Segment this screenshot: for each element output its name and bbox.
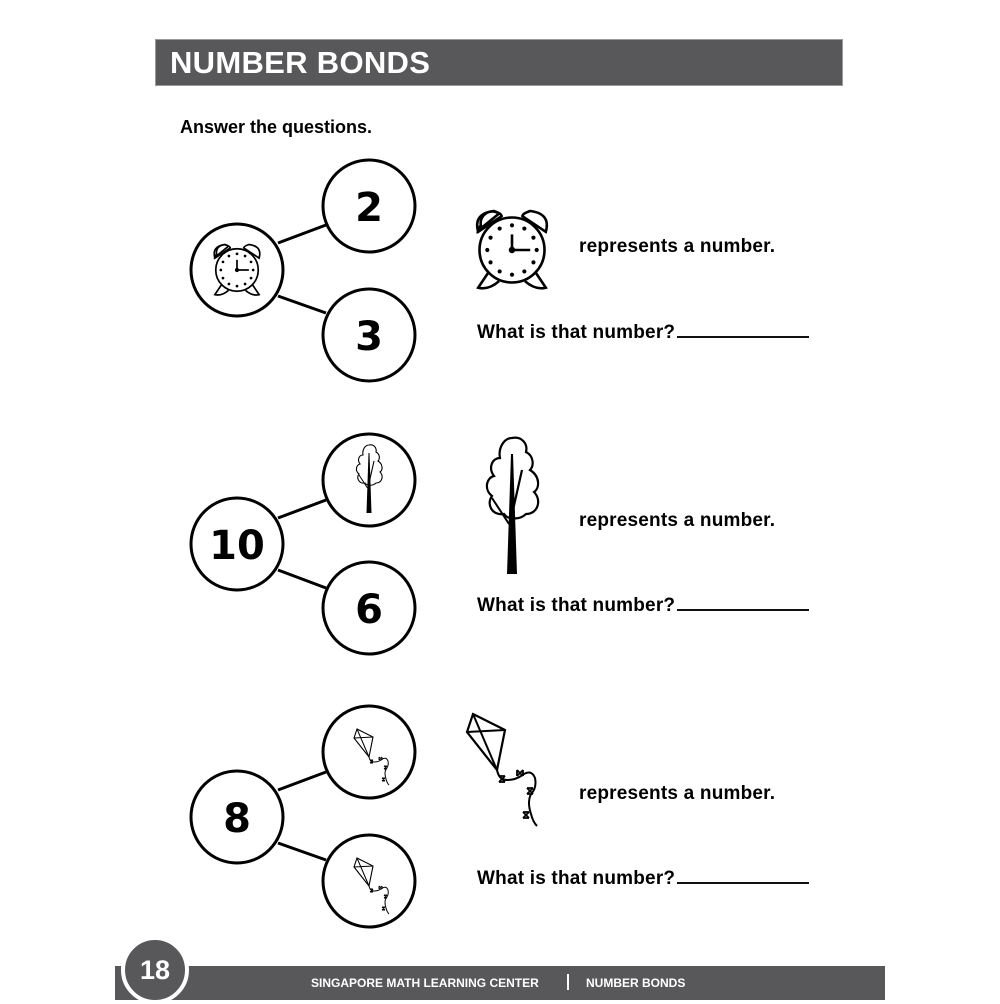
bond-part-value: 2 xyxy=(355,185,383,231)
represents-text: represents a number. xyxy=(579,510,776,531)
answer-blank[interactable] xyxy=(677,589,809,611)
number-bond-3 xyxy=(191,706,537,927)
bond-whole-value: 10 xyxy=(209,523,265,569)
represents-text: represents a number. xyxy=(579,236,776,257)
footer-divider xyxy=(567,974,569,990)
page-number: 18 xyxy=(121,936,189,1004)
page-footer xyxy=(115,966,885,1000)
number-bond-1 xyxy=(191,160,547,381)
question-text: What is that number? xyxy=(477,595,676,616)
alarm-clock-icon xyxy=(477,211,547,288)
instructions: Answer the questions. xyxy=(180,117,373,137)
question-row xyxy=(477,589,809,617)
number-bond-2 xyxy=(191,434,538,654)
tree-icon xyxy=(487,438,538,574)
question-text: What is that number? xyxy=(477,322,676,343)
represents-text: represents a number. xyxy=(579,783,776,804)
bond-whole-value: 8 xyxy=(223,796,251,842)
bond-part-value: 6 xyxy=(355,587,383,633)
question-row xyxy=(477,316,809,344)
bond-part-value: 3 xyxy=(355,314,383,360)
page-title: NUMBER BONDS xyxy=(170,45,431,80)
footer-section: NUMBER BONDS xyxy=(586,976,686,990)
kite-icon xyxy=(467,714,537,826)
footer-publisher: SINGAPORE MATH LEARNING CENTER xyxy=(311,976,539,990)
question-row xyxy=(477,862,809,890)
answer-blank[interactable] xyxy=(677,862,809,884)
question-text: What is that number? xyxy=(477,868,676,889)
answer-blank[interactable] xyxy=(677,316,809,338)
